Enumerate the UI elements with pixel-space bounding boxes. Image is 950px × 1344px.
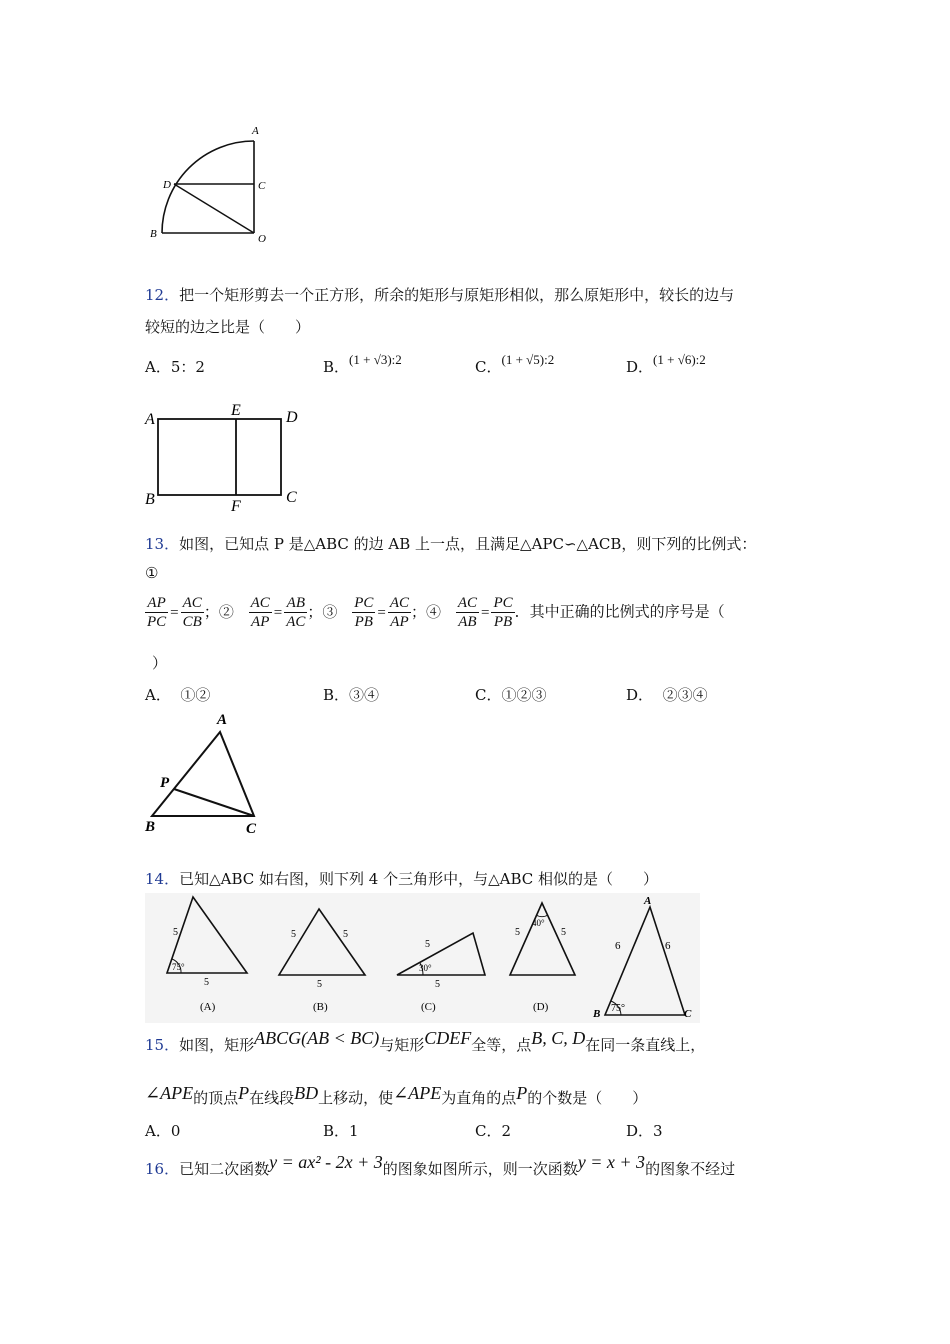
tri-c-angle: 30° (419, 963, 432, 973)
q16-number: 16． (145, 1160, 180, 1178)
label-a: A (252, 125, 259, 137)
q15-line1: 15．如图，矩形ABCG(AB < BC)与矩形CDEF全等，点B, C, D在同一条直线上， (145, 1028, 706, 1054)
q13-close-paren: ） (152, 654, 168, 672)
q13-number: 13． (145, 535, 180, 553)
q15-math-4: ∠APE (145, 1083, 194, 1103)
q14-line1 (145, 868, 658, 889)
tri-b-side-1: 5 (291, 929, 296, 940)
q12-number: 12． (145, 286, 180, 304)
q12-option-c[interactable]: C．(1 + √5):2 (475, 352, 555, 376)
q12-option-b[interactable]: B．(1 + √3):2 (323, 352, 402, 376)
segment-do (174, 184, 254, 233)
tri-c-side-1: 5 (425, 939, 430, 950)
tri-d-side-2: 5 (561, 927, 566, 938)
prop1-frac-left: $\frac{AP}{PC}$ (147, 595, 167, 630)
main-angle: 75° (611, 1003, 625, 1014)
label-d: D (163, 179, 171, 191)
label-a: A (145, 411, 155, 428)
main-side-2: 6 (665, 940, 671, 952)
rect-abcd (158, 419, 281, 495)
label-b: B (150, 228, 157, 240)
q16-line1: 16．已知二次函数y = ax² - 2x + 3的图象如图所示，则一次函数y = x + 3的图象不经过 (145, 1152, 736, 1178)
arc-bd (162, 141, 254, 233)
main-label-b: B (593, 1008, 601, 1020)
main-label-c: C (684, 1008, 692, 1020)
q13-stem-1: 如图，已知点 P 是△ABC 的边 AB 上一点，且满足△APC∽△ACB，则下列的比例式： (179, 535, 757, 553)
q14-stem: 已知△ABC 如右图，则下列 4 个三角形中，与△ABC 相似的是（ ） (179, 870, 659, 888)
q13-option-d[interactable]: D． ②③④ (626, 686, 708, 704)
q13-option-a[interactable]: A． ①② (145, 686, 211, 704)
caption-a: (A) (200, 1001, 216, 1013)
label-e: E (231, 402, 241, 419)
tri-d-angle: 40° (532, 918, 545, 928)
main-side-1: 6 (615, 940, 621, 952)
label-f: F (231, 498, 241, 512)
prop3-frac-right: $\frac{AC}{AP}$ (389, 595, 410, 630)
label-b: B (145, 819, 156, 835)
q15-math-1: ABCG(AB < BC) (254, 1028, 380, 1048)
label-o: O (258, 233, 266, 245)
q13-circ-1: ① (145, 564, 159, 582)
tri-c-side-2: 5 (435, 979, 440, 990)
figure-rectangle-aefd (140, 400, 310, 512)
tri-b-side-3: 5 (317, 979, 322, 990)
segment-pc (174, 789, 254, 816)
q13-line1 (145, 533, 756, 554)
q15-math-2: CDEF (424, 1028, 472, 1048)
prop2-frac-right: $\frac{AB}{AC}$ (286, 595, 306, 630)
figure-triangle-apc (140, 708, 270, 838)
q13-proportions: $\frac{AP}{PC}$ = $\frac{AC}{CB}$ ；② $\frac{AC}{AP}$ = $\frac{AB}{AC}$ ；③ $\frac{PC}{PB}$ = $\frac{AC}{AP}$ ；④ $\frac{AC}{AB}$ = $\frac{PC}{PB}$ ．其中正确的比例式的序号是（ (147, 595, 725, 630)
q15-line2: ∠APE的顶点P在线段BD上移动，使∠APE为直角的点P的个数是（ ） (145, 1083, 648, 1107)
label-p: P (160, 775, 170, 791)
caption-d: (D) (533, 1001, 549, 1013)
q12-line1 (145, 284, 734, 305)
q13-option-c[interactable]: C．①②③ (475, 686, 547, 704)
q13-option-b[interactable]: B．③④ (323, 686, 380, 704)
label-a: A (217, 712, 228, 728)
tri-a-side-1: 5 (173, 927, 178, 938)
figure-q14-triangles (145, 893, 700, 1023)
prop4-frac-right: $\frac{PC}{PB}$ (493, 595, 513, 630)
label-d: D (286, 409, 298, 426)
q15-math-3: B, C, D (531, 1028, 586, 1048)
caption-c: (C) (421, 1001, 436, 1013)
q15-option-a[interactable]: A．0 (145, 1122, 181, 1140)
q12-option-d[interactable]: D．(1 + √6):2 (626, 352, 706, 376)
main-label-a: A (644, 895, 652, 907)
label-c: C (246, 821, 257, 837)
tri-b-side-2: 5 (343, 929, 348, 940)
q15-option-d[interactable]: D．3 (626, 1122, 663, 1140)
triangle-abc (152, 732, 254, 816)
q12-stem-1: 把一个矩形剪去一个正方形，所余的矩形与原矩形相似，那么原矩形中，较长的边与 (179, 286, 735, 304)
q16-math-1: y = ax² - 2x + 3 (269, 1152, 383, 1172)
tri-d-side-1: 5 (515, 927, 520, 938)
q14-number: 14． (145, 870, 180, 888)
figure-quarter-circle (140, 120, 280, 250)
q16-math-2: y = x + 3 (577, 1152, 646, 1172)
q12-option-a[interactable]: A．5：2 (145, 358, 205, 376)
q15-number: 15． (145, 1036, 180, 1054)
prop3-frac-left: $\frac{PC}{PB}$ (354, 595, 374, 630)
prop1-frac-right: $\frac{AC}{CB}$ (182, 595, 202, 630)
q12-stem-2: 较短的边之比是（ ） (145, 318, 311, 336)
label-c: C (286, 489, 297, 506)
tri-a-angle: 75° (172, 962, 185, 972)
q15-option-b[interactable]: B．1 (323, 1122, 359, 1140)
prop4-frac-left: $\frac{AC}{AB}$ (457, 595, 477, 630)
caption-b: (B) (313, 1001, 328, 1013)
prop2-frac-left: $\frac{AC}{AP}$ (250, 595, 270, 630)
q15-option-c[interactable]: C．2 (475, 1122, 512, 1140)
tri-a-side-2: 5 (204, 977, 209, 988)
label-b: B (145, 491, 155, 508)
label-c: C (258, 180, 266, 192)
